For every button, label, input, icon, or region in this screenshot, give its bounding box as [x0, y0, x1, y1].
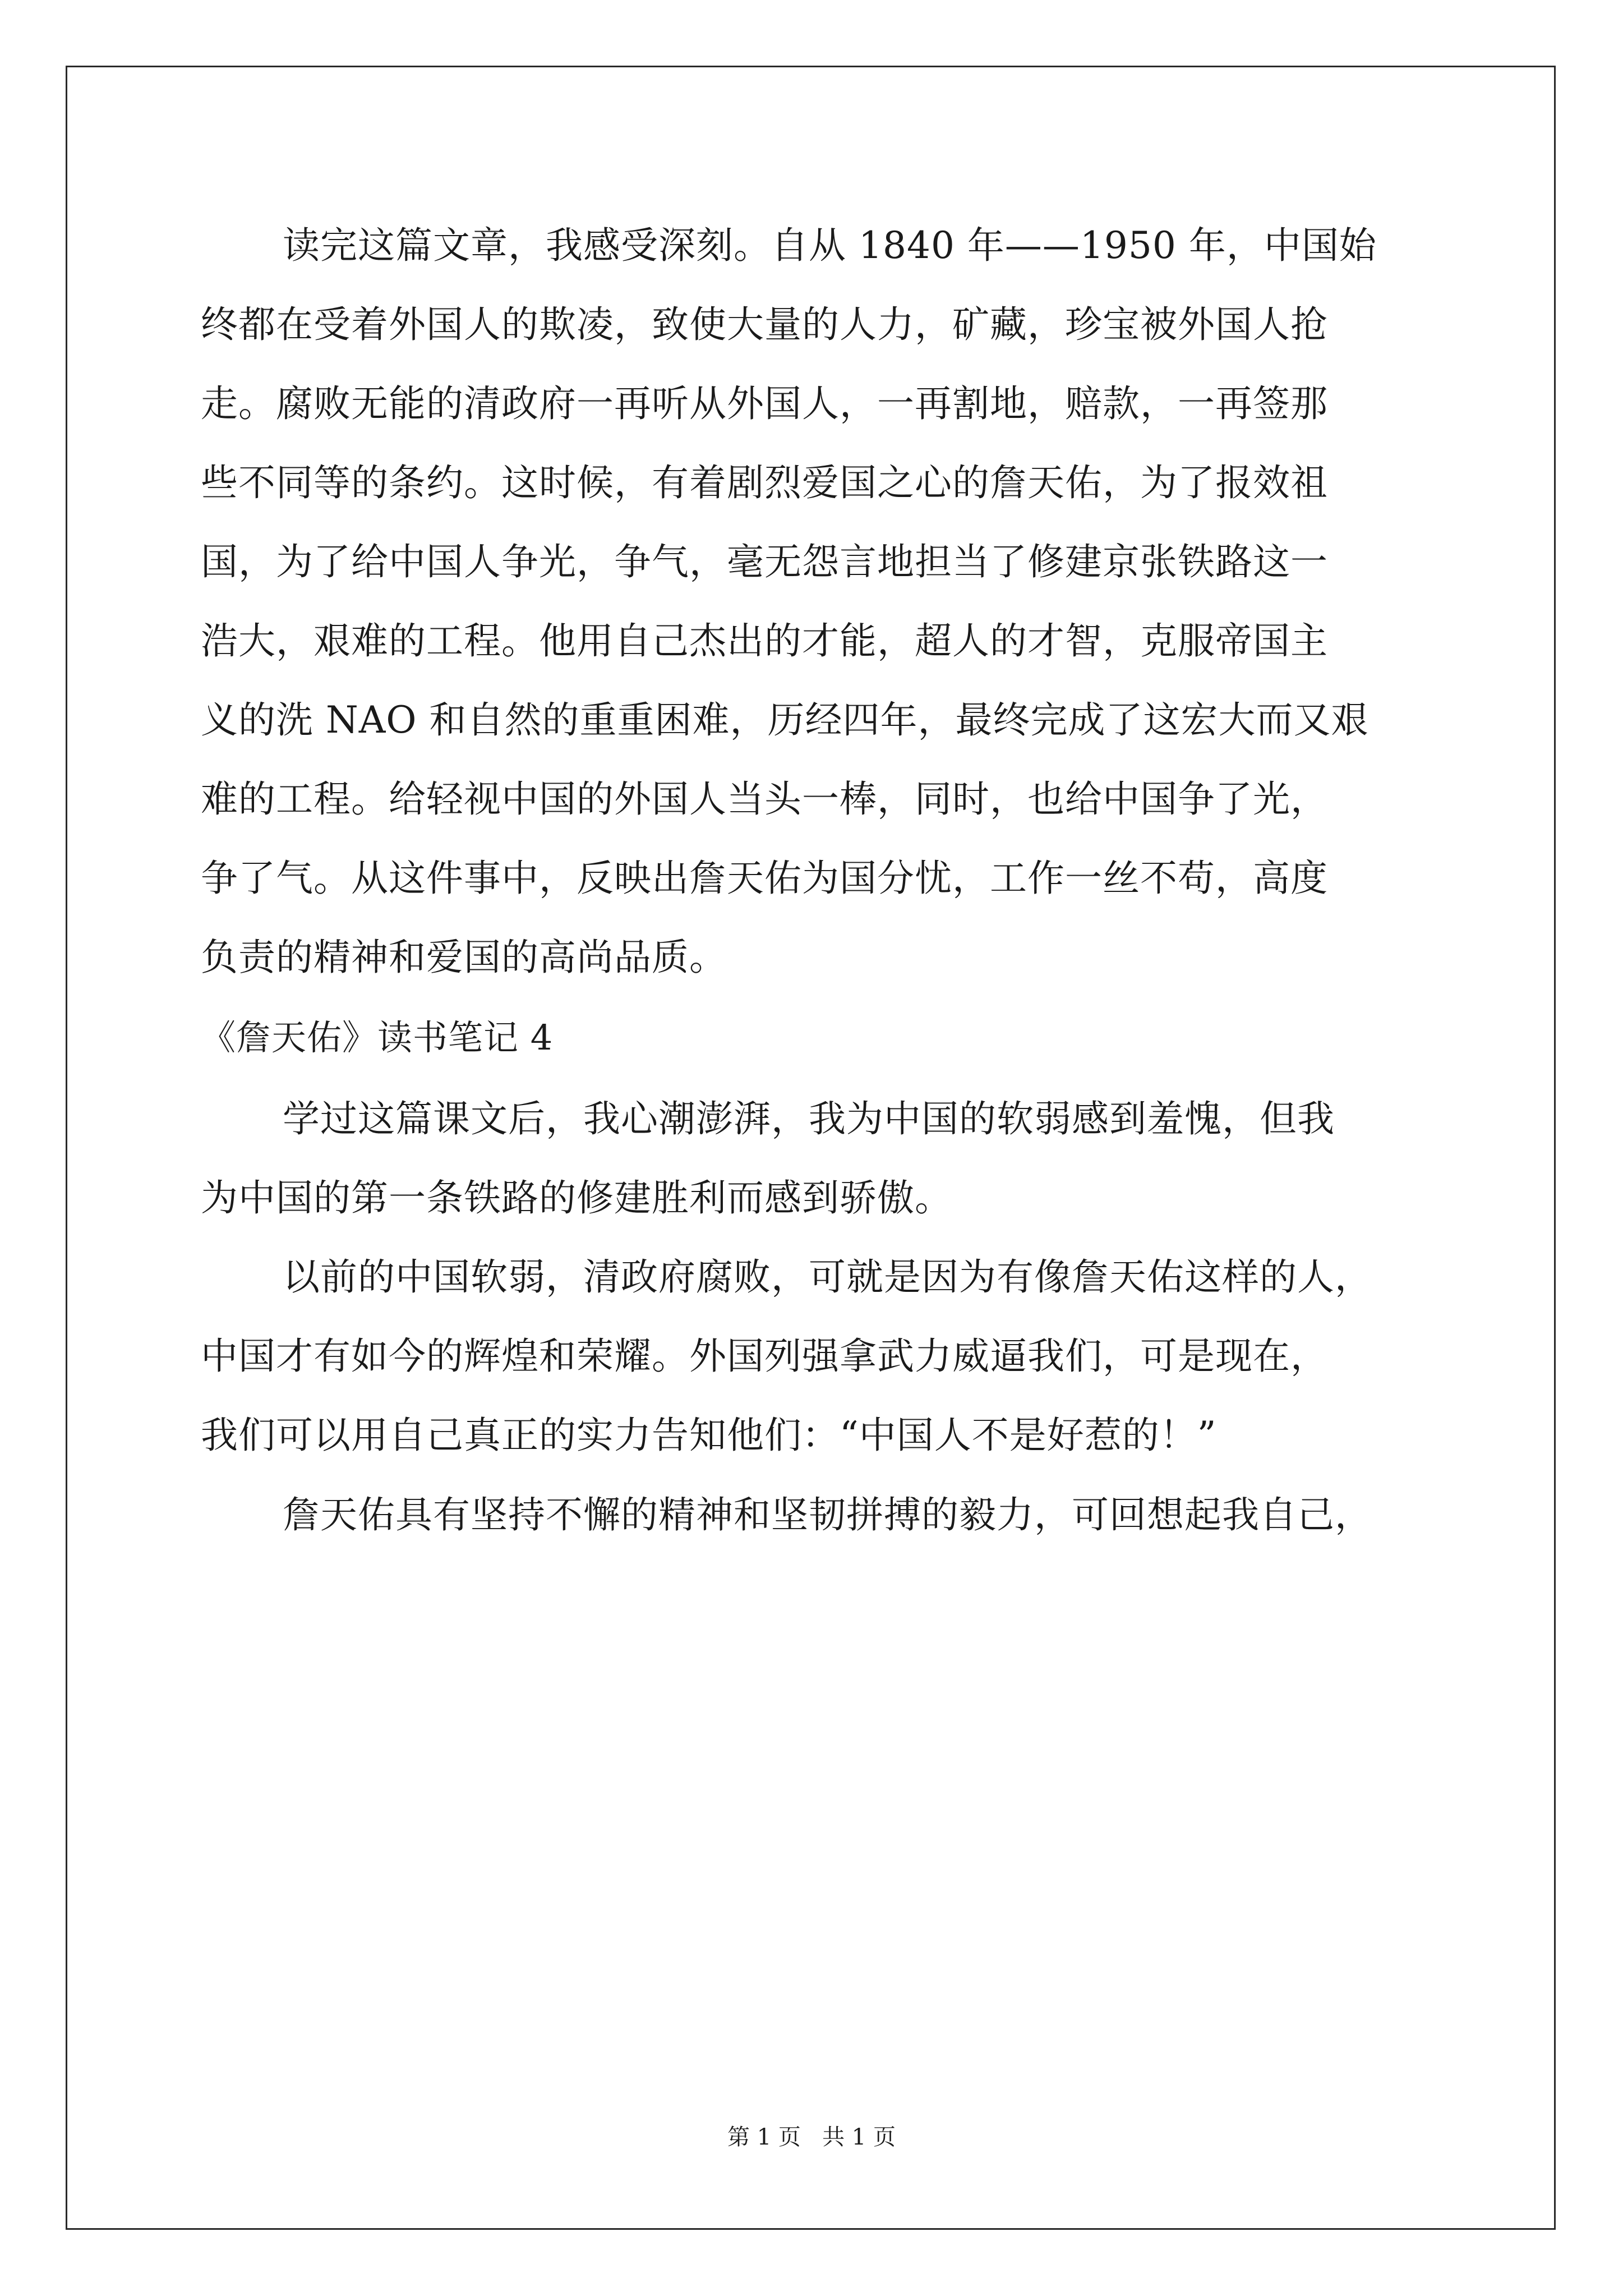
paragraph-2-line-2: 为中国的第一条铁路的修建胜利而感到骄傲。 [201, 1176, 952, 1220]
page-footer: 第 1 页 共 1 页 [727, 2124, 896, 2150]
paragraph-4-line-1: 詹天佑具有坚持不懈的精神和坚韧拼搏的毅力，可回想起我自己， [283, 1493, 1372, 1536]
paragraph-3-line-3: 我们可以用自己真正的实力告知他们：“中国人不是好惹的！” [201, 1414, 1217, 1457]
paragraph-1-line-5: 国，为了给中国人争光，争气，毫无怨言地担当了修建京张铁路这一 [201, 540, 1328, 583]
paragraph-1-line-2: 终都在受着外国人的欺凌，致使大量的人力，矿藏，珍宝被外国人抢 [201, 303, 1328, 346]
paragraph-1-line-8: 难的工程。给轻视中国的外国人当头一棒，同时，也给中国争了光， [201, 777, 1328, 821]
paragraph-3-line-2: 中国才有如今的辉煌和荣耀。外国列强拿武力威逼我们，可是现在， [201, 1335, 1328, 1378]
paragraph-1-line-9: 争了气。从这件事中，反映出詹天佑为国分忧，工作一丝不苟，高度 [201, 857, 1328, 900]
paragraph-1-line-1: 读完这篇文章，我感受深刻。自从 1840 年——1950 年，中国始 [283, 224, 1377, 267]
paragraph-1-line-7: 义的洗 NAO 和自然的重重困难，历经四年，最终完成了这宏大而又艰 [201, 698, 1369, 742]
paragraph-1-line-10: 负责的精神和爱国的高尚品质。 [201, 936, 727, 979]
paragraph-3-line-1: 以前的中国软弱，清政府腐败，可就是因为有像詹天佑这样的人， [283, 1255, 1372, 1299]
section-heading: 《詹天佑》读书笔记 4 [201, 1017, 554, 1058]
paragraph-1-line-6: 浩大，艰难的工程。他用自己杰出的才能，超人的才智，克服帝国主 [201, 619, 1328, 662]
paragraph-2-line-1: 学过这篇课文后，我心潮澎湃，我为中国的软弱感到羞愧，但我 [283, 1097, 1335, 1140]
paragraph-1-line-4: 些不同等的条约。这时候，有着剧烈爱国之心的詹天佑，为了报效祖 [201, 461, 1328, 504]
paragraph-1-line-3: 走。腐败无能的清政府一再听从外国人，一再割地，赔款，一再签那 [201, 382, 1328, 425]
